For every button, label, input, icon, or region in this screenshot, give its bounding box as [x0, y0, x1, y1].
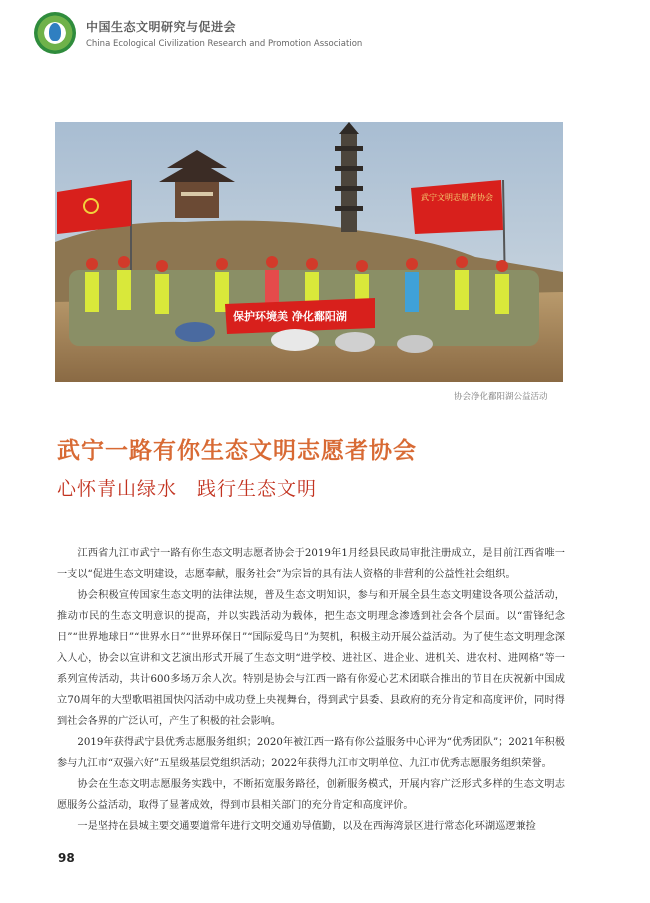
paragraph: 一是坚持在县城主要交通要道常年进行文明交通劝导值勤，以及在西海湾景区进行常态化环湖巡逻兼捡 [77, 821, 536, 832]
water-drop-icon [49, 23, 61, 41]
org-name-cn: 中国生态文明研究与促进会 [86, 20, 237, 34]
article-title: 武宁一路有你生态文明志愿者协会 [57, 438, 417, 464]
flag-text: 武宁文明志愿者协会 [421, 193, 493, 202]
page-number: 98 [58, 851, 75, 865]
org-name-en: China Ecological Civilization Research and Promotion Association [86, 39, 363, 49]
paragraph: 江西省九江市武宁一路有你生态文明志愿者协会于2019年1月经县民政局审批注册成立，是目前江西省唯一一支以“促进生态文明建设，志愿奉献，服务社会”为宗旨的具有法人资格的非营利的公益性社会组织。 [57, 548, 565, 580]
photo-caption: 协会净化鄱阳湖公益活动 [454, 392, 548, 402]
article-subtitle: 心怀青山绿水 践行生态文明 [57, 478, 318, 500]
banner [225, 298, 375, 334]
article-body [57, 543, 565, 837]
paragraph: 协会在生态文明志愿服务实践中，不断拓宽服务路径，创新服务模式，开展内容广泛形式多样的生态文明志愿服务公益活动，取得了显著成效，得到市县相关部门的充分肯定和高度评价。 [57, 779, 565, 811]
paragraph: 协会积极宣传国家生态文明的法律法规，普及生态文明知识，参与和开展全县生态文明建设各项公益活动，推动市民的生态文明意识的提高，并以实践活动为载体，把生态文明理念渗透到社会各个层面。以“雷锋纪念日”“世界地球日”“世界水日”“世界环保日”“国际爱鸟日”为契机，积极主动开展公益活动。为了使生态文明理念深入人心，协会以宣讲和文艺演出形式开展了生态文明“进学校、进社区、进企业、进机关、进农村、进网格”等一系列宣传活动，共计600多场万余人次。特别是协会与江西一路有你爱心艺术团联合推出的节目在庆祝新中国成立70周年的大型歌唱祖国快闪活动中成功登上央视舞台，得到武宁县委、县政府的充分肯定和高度评价，同时得到社会各界的广泛认可，产生了积极的社会影响。 [57, 590, 565, 727]
association-logo [34, 12, 76, 54]
banner-text: 保护环境美 净化鄱阳湖 [233, 310, 347, 323]
event-photo [55, 122, 563, 382]
paragraph: 2019年获得武宁县优秀志愿服务组织；2020年被江西一路有你公益服务中心评为“优秀团队”；2021年积极参与九江市“双强六好”五星级基层党组织活动；2022年获得九江市文明单位、九江市优秀志愿服务组织荣誉。 [57, 737, 565, 769]
